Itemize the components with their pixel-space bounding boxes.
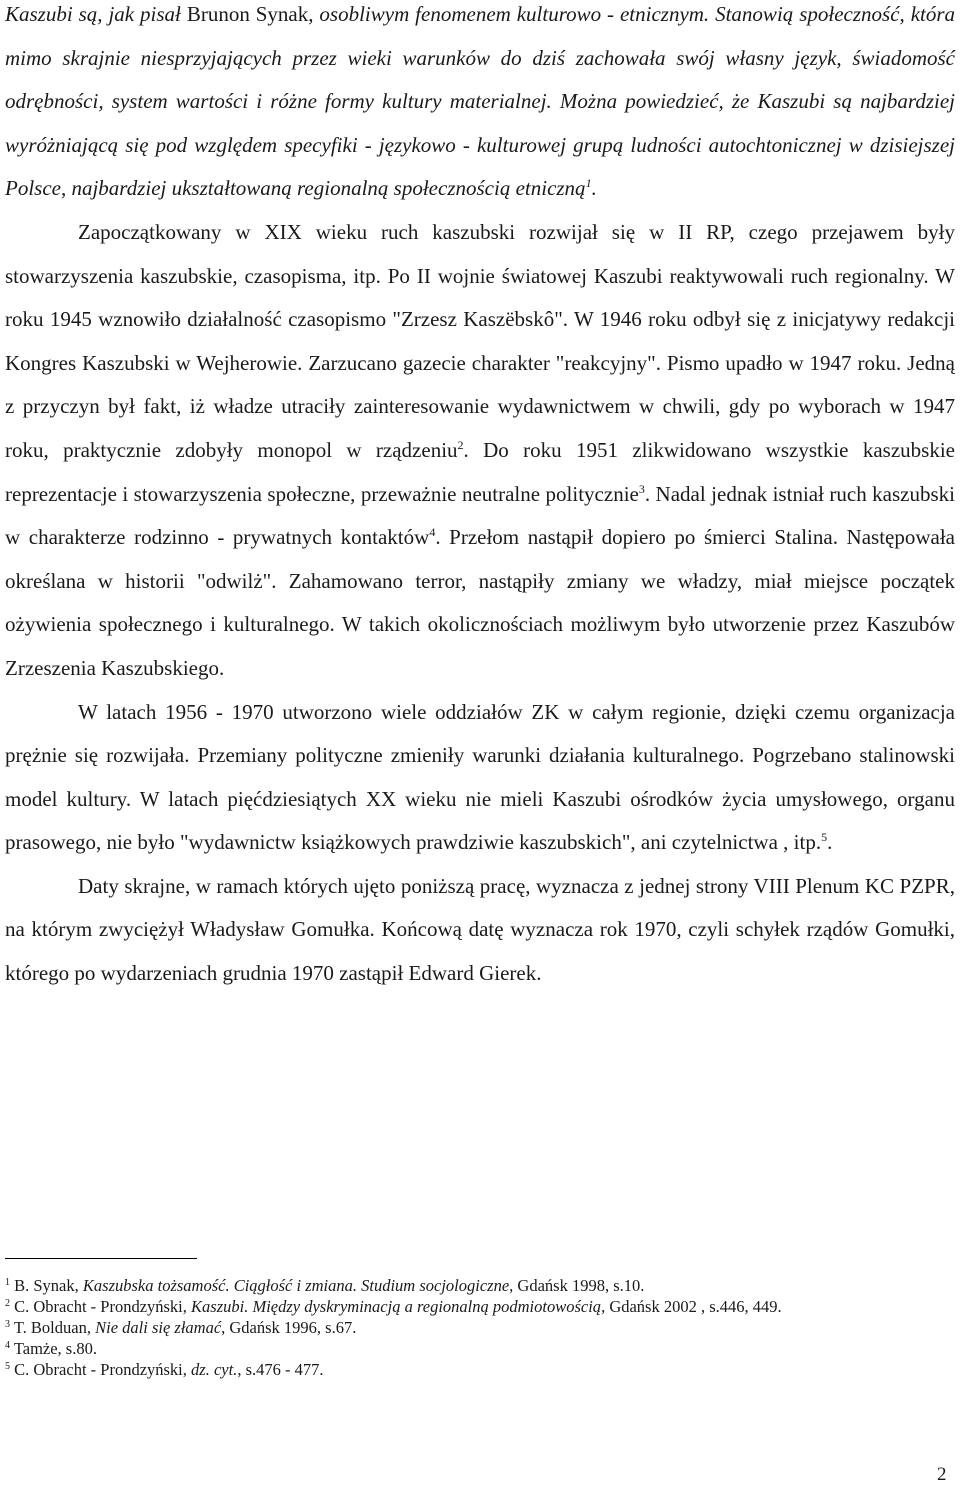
footnote-ref-4: 4 bbox=[429, 525, 436, 540]
footnote-text: , Gdańsk 1996, s.67. bbox=[221, 1318, 357, 1337]
paragraph-1 bbox=[5, 0, 955, 211]
paragraph-2-text-b: . Do roku 1951 zlikwidowano wszystkie kaszubskie reprezentacje i stowarzyszenia społeczne, przeważnie neutralne politycznie bbox=[5, 437, 955, 506]
paragraph-4: Daty skrajne, w ramach których ujęto poniższą pracę, wyznacza z jednej strony VIII Plenum KC PZPR, na którym zwyciężył Władysław Gomułka. Końcową datę wyznacza rok 1970, czyli schyłek rządów Gomułki, którego po wydarzeniach grudnia 1970 zastąpił Edward Gierek. bbox=[5, 873, 955, 986]
footnote-text: C. Obracht - Prondzyński, bbox=[10, 1297, 192, 1316]
footnote-text: , Gdańsk 1998, s.10. bbox=[509, 1276, 645, 1295]
footnote-number: 3 bbox=[5, 1319, 10, 1330]
footnote-text: C. Obracht - Prondzyński, bbox=[10, 1360, 192, 1379]
paragraph-3-text-a: W latach 1956 - 1970 utworzono wiele oddziałów ZK w całym regionie, dzięki czemu organizacja prężnie się rozwijała. Przemiany polityczne zmieniły warunki działania kulturalnego. Pogrzebano stalinowski model kultury. W latach pięćdziesiątych XX wieku nie mieli Kaszubi ośrodków życia umysłowego, organu prasowego, nie było "wydawnictw książkowych prawdziwie kaszubskich", ani czytelnictwa , itp. bbox=[5, 699, 955, 855]
footnote-number: 4 bbox=[5, 1340, 10, 1351]
footnote-3 bbox=[5, 1317, 915, 1338]
footnote-text: B. Synak, bbox=[10, 1276, 83, 1295]
footnote-title: Kaszubi. Między dyskryminacją a regionalną podmiotowością bbox=[191, 1297, 602, 1316]
footnote-title: Nie dali się złamać bbox=[95, 1318, 222, 1337]
paragraph-1-text-a: Kaszubi są, jak pisał bbox=[5, 2, 187, 26]
paragraph-2-text-a: Zapoczątkowany w XIX wieku ruch kaszubski rozwijał się w II RP, czego przejawem były stowarzyszenia kaszubskie, czasopisma, itp. Po II wojnie światowej Kaszubi reaktywowali ruch regionalny. W roku 1945 wznowiło działalność czasopismo "Zrzesz Kaszëbskô". W 1946 roku odbył się z inicjatywy redakcji Kongres Kaszubski w Wejherowie. Zarzucano gazecie charakter "reakcyjny". Pismo upadło w 1947 roku. Jedną z przyczyn był fakt, iż władze utraciły zainteresowanie wydawnictwem w chwili, gdy po wyborach w 1947 roku, praktycznie zdobyły monopol w rządzeniu bbox=[5, 219, 955, 462]
footnote-number: 5 bbox=[5, 1361, 10, 1372]
paragraph-3-end: . bbox=[827, 830, 833, 855]
footnote-4 bbox=[5, 1338, 915, 1359]
footnote-title: dz. cyt. bbox=[191, 1360, 238, 1379]
footnote-ref-1: 1 bbox=[585, 176, 592, 191]
footnote-title: Kaszubska tożsamość. Ciągłość i zmiana. Studium socjologiczne bbox=[82, 1276, 510, 1295]
paragraph-2-text-c: . Nadal jednak istniał ruch kaszubski w charakterze rodzinno - prywatnych kontaktów bbox=[5, 481, 955, 550]
footnote-separator bbox=[5, 1258, 197, 1259]
footnote-ref-5: 5 bbox=[821, 830, 828, 845]
footnote-text: Tamże, s.80. bbox=[10, 1339, 97, 1358]
footnote-text: , s.476 - 477. bbox=[237, 1360, 324, 1379]
footnotes bbox=[5, 1275, 915, 1380]
footnote-ref-2: 2 bbox=[457, 437, 464, 452]
footnote-5 bbox=[5, 1359, 915, 1380]
footnote-1 bbox=[5, 1275, 915, 1296]
paragraph-1-text-c: osobliwym fenomenem kulturowo - etnicznym. Stanowią społeczność, która mimo skrajnie niesprzyjających przez wieki warunków do dziś zachowała swój własny język, świadomość odrębności, system wartości i różne formy kultury materialnej. Można powiedzieć, że Kaszubi są najbardziej wyróżniającą się pod względem specyfiki - językowo - kulturowej grupą ludności autochtonicznej w dzisiejszej Polsce, najbardziej ukształtowaną regionalną społecznością etniczną bbox=[5, 2, 956, 201]
paragraph-3 bbox=[5, 691, 955, 865]
footnote-2 bbox=[5, 1296, 915, 1317]
footnote-ref-3: 3 bbox=[638, 481, 645, 496]
author-name: Brunon Synak, bbox=[186, 2, 314, 26]
footnote-number: 2 bbox=[5, 1298, 10, 1309]
footnote-text: T. Bolduan, bbox=[10, 1318, 96, 1337]
paragraph-2-text-d: . Przełom nastąpił dopiero po śmierci Stalina. Następowała określana w historii "odwilż". Zahamowano terror, nastąpiły zmiany we władzy, miał miejsce początek ożywienia społecznego i kulturalnego. W takich okolicznościach możliwym było utworzenie przez Kaszubów Zrzeszenia Kaszubskiego. bbox=[5, 525, 955, 680]
footnote-number: 1 bbox=[5, 1277, 10, 1288]
page-number: 2 bbox=[937, 1464, 947, 1485]
paragraph-2 bbox=[5, 211, 955, 691]
paragraph-1-end: . bbox=[591, 176, 597, 201]
footnote-text: , Gdańsk 2002 , s.446, 449. bbox=[601, 1297, 782, 1316]
document-body bbox=[5, 0, 955, 996]
